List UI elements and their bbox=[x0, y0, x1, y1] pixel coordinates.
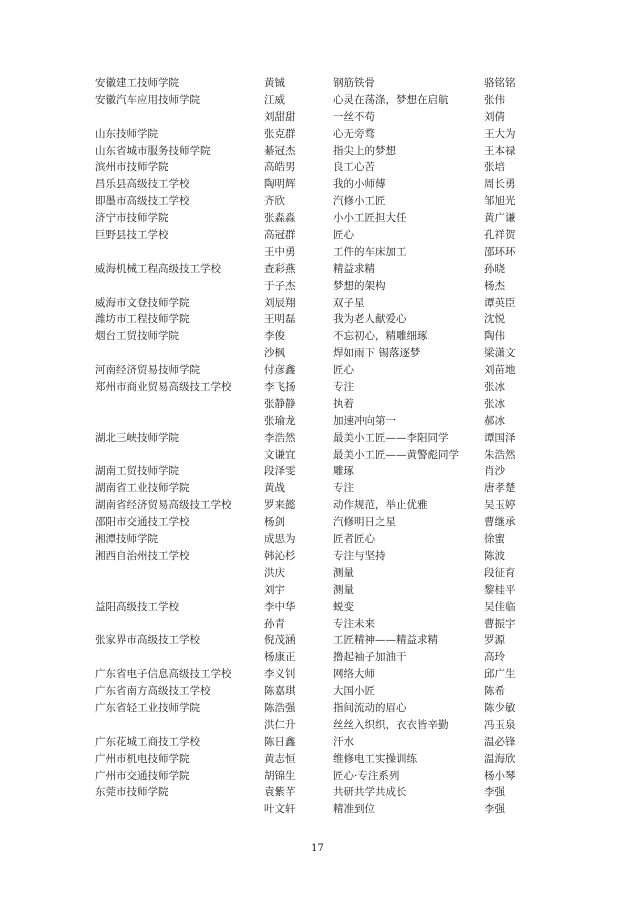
teacher-name: 张培 bbox=[484, 161, 505, 174]
school-name: 东莞市技师学院 bbox=[95, 786, 169, 799]
list-item bbox=[0, 75, 635, 92]
teacher-name: 张冰 bbox=[484, 381, 505, 394]
teacher-name: 黎桂平 bbox=[484, 583, 516, 596]
school-name: 潍坊市工程技师学院 bbox=[95, 313, 190, 326]
list-item bbox=[0, 261, 635, 278]
author-name: 刘甜甜 bbox=[264, 110, 296, 123]
school-name: 湖南工贸技师学院 bbox=[95, 465, 179, 478]
work-title: 指间流动的眉心 bbox=[333, 701, 407, 714]
work-title: 维修电工实操训练 bbox=[333, 752, 417, 765]
author-name: 黄志恒 bbox=[264, 752, 296, 765]
list-item bbox=[0, 565, 635, 582]
work-title: 梦想的架构 bbox=[333, 279, 386, 292]
list-item bbox=[0, 649, 635, 666]
work-title: 测量 bbox=[333, 566, 354, 579]
school-name: 巨野县技工学校 bbox=[95, 229, 169, 242]
list-item bbox=[0, 362, 635, 379]
school-name: 济宁市技师学院 bbox=[95, 212, 169, 225]
school-name: 安徽汽车应用技师学院 bbox=[95, 93, 200, 106]
school-name: 滨州市技师学院 bbox=[95, 161, 169, 174]
work-title: 指尖上的梦想 bbox=[333, 144, 396, 157]
work-title: 钢筋铁骨 bbox=[333, 77, 375, 89]
teacher-name: 孔祥贺 bbox=[484, 229, 516, 242]
author-name: 倪茂涵 bbox=[264, 634, 296, 647]
list-item bbox=[0, 768, 635, 785]
list-item bbox=[0, 480, 635, 497]
list-item bbox=[0, 210, 635, 227]
author-name: 黄铖 bbox=[264, 77, 285, 89]
author-name: 王中勇 bbox=[264, 245, 296, 258]
teacher-name: 徐蜜 bbox=[484, 533, 505, 546]
author-name: 罗来懿 bbox=[264, 499, 296, 512]
work-title: 我的小师傅 bbox=[333, 178, 386, 191]
teacher-name: 王大为 bbox=[484, 127, 516, 140]
work-title: 焊如雨下 锡落逐梦 bbox=[333, 347, 421, 360]
teacher-name: 杨杰 bbox=[484, 279, 505, 292]
list-item bbox=[0, 666, 635, 683]
school-name: 烟台工贸技师学院 bbox=[95, 330, 179, 343]
teacher-name: 李强 bbox=[484, 786, 505, 799]
author-name: 杨康正 bbox=[264, 651, 296, 664]
list-item bbox=[0, 751, 635, 768]
teacher-name: 梁潇文 bbox=[484, 347, 516, 360]
teacher-name: 冯玉泉 bbox=[484, 718, 516, 731]
author-name: 李浩然 bbox=[264, 431, 296, 444]
work-title: 匠心 bbox=[333, 364, 354, 377]
list-item bbox=[0, 683, 635, 700]
list-item bbox=[0, 345, 635, 362]
work-title: 共研共学共成长 bbox=[333, 786, 407, 799]
teacher-name: 周长勇 bbox=[484, 178, 516, 191]
teacher-name: 温必锋 bbox=[484, 735, 516, 748]
list-item bbox=[0, 126, 635, 143]
list-item bbox=[0, 430, 635, 447]
school-name: 广东花城工商技工学校 bbox=[95, 735, 200, 748]
school-name: 山东技师学院 bbox=[95, 127, 158, 140]
work-title: 汗水 bbox=[333, 735, 354, 748]
list-item bbox=[0, 582, 635, 599]
work-title: 大国小匠 bbox=[333, 685, 375, 698]
award-list bbox=[0, 75, 635, 818]
list-item bbox=[0, 734, 635, 751]
list-item bbox=[0, 379, 635, 396]
author-name: 高冠群 bbox=[264, 229, 296, 242]
teacher-name: 郝冰 bbox=[484, 414, 505, 427]
author-name: 陶明辉 bbox=[264, 178, 296, 191]
teacher-name: 吴佳临 bbox=[484, 600, 516, 613]
page-number: 17 bbox=[311, 843, 324, 854]
work-title: 工匠精神——精益求精 bbox=[333, 634, 438, 647]
school-name: 广东省轻工业技师学院 bbox=[95, 701, 200, 714]
school-name: 安徽建工技师学院 bbox=[95, 77, 179, 89]
work-title: 动作规范，举止优雅 bbox=[333, 499, 428, 512]
author-name: 张静静 bbox=[264, 397, 296, 410]
teacher-name: 曹继承 bbox=[484, 516, 516, 529]
school-name: 昌乐县高级技工学校 bbox=[95, 178, 190, 191]
teacher-name: 唐孝楚 bbox=[484, 482, 516, 495]
list-item bbox=[0, 514, 635, 531]
list-item bbox=[0, 396, 635, 413]
teacher-name: 王本禄 bbox=[484, 144, 516, 157]
school-name: 威海机械工程高级技工学校 bbox=[95, 262, 221, 275]
school-name: 湖北三峡技师学院 bbox=[95, 431, 179, 444]
work-title: 丝丝入织织，衣衣皆辛勤 bbox=[333, 718, 449, 731]
author-name: 查彩燕 bbox=[264, 262, 296, 275]
work-title: 专注 bbox=[333, 482, 354, 495]
author-name: 张淼淼 bbox=[264, 212, 296, 225]
list-item bbox=[0, 463, 635, 480]
list-item bbox=[0, 176, 635, 193]
school-name: 湖南省工业技师学院 bbox=[95, 482, 190, 495]
work-title: 匠心 bbox=[333, 229, 354, 242]
author-name: 齐欣 bbox=[264, 195, 285, 208]
teacher-name: 谭英臣 bbox=[484, 296, 516, 309]
author-name: 黄战 bbox=[264, 482, 285, 495]
author-name: 袁紫芊 bbox=[264, 786, 296, 799]
teacher-name: 孙晓 bbox=[484, 262, 505, 275]
list-item bbox=[0, 227, 635, 244]
school-name: 湘西自治州技工学校 bbox=[95, 549, 190, 562]
work-title: 匠者匠心 bbox=[333, 533, 375, 546]
list-item bbox=[0, 244, 635, 261]
author-name: 陈浩强 bbox=[264, 701, 296, 714]
list-item bbox=[0, 92, 635, 109]
author-name: 陈嘉琪 bbox=[264, 685, 296, 698]
teacher-name: 邵环环 bbox=[484, 245, 516, 258]
school-name: 湘潭技师学院 bbox=[95, 533, 158, 546]
teacher-name: 温海欣 bbox=[484, 752, 516, 765]
author-name: 张克群 bbox=[264, 127, 296, 140]
teacher-name: 杨小琴 bbox=[484, 769, 516, 782]
list-item bbox=[0, 801, 635, 818]
work-title: 网络大师 bbox=[333, 668, 375, 681]
teacher-name: 曹振宇 bbox=[484, 617, 516, 630]
teacher-name: 陈波 bbox=[484, 549, 505, 562]
list-item bbox=[0, 717, 635, 734]
work-title: 心灵在荡涤，梦想在启航 bbox=[333, 93, 449, 106]
author-name: 洪庆 bbox=[264, 566, 285, 579]
teacher-name: 罗源 bbox=[484, 634, 505, 647]
work-title: 加速冲向第一 bbox=[333, 414, 396, 427]
teacher-name: 肖沙 bbox=[484, 465, 505, 478]
list-item bbox=[0, 109, 635, 126]
school-name: 郑州市商业贸易高级技工学校 bbox=[95, 381, 232, 394]
work-title: 蜕变 bbox=[333, 600, 354, 613]
school-name: 广东省南方高级技工学校 bbox=[95, 685, 211, 698]
teacher-name: 谭国泽 bbox=[484, 431, 516, 444]
school-name: 广州市机电技师学院 bbox=[95, 752, 190, 765]
teacher-name: 陈希 bbox=[484, 685, 505, 698]
list-item bbox=[0, 159, 635, 176]
list-item bbox=[0, 616, 635, 633]
school-name: 邵阳市交通技工学校 bbox=[95, 516, 190, 529]
teacher-name: 刘倩 bbox=[484, 110, 505, 123]
teacher-name: 张冰 bbox=[484, 397, 505, 410]
school-name: 威海市文登技师学院 bbox=[95, 296, 190, 309]
list-item bbox=[0, 497, 635, 514]
list-item bbox=[0, 413, 635, 430]
author-name: 杨剑 bbox=[264, 516, 285, 529]
author-name: 叶文轩 bbox=[264, 803, 296, 816]
school-name: 张家界市高级技工学校 bbox=[95, 634, 200, 647]
work-title: 一丝不苟 bbox=[333, 110, 375, 123]
list-item bbox=[0, 548, 635, 565]
work-title: 专注 bbox=[333, 381, 354, 394]
teacher-name: 李强 bbox=[484, 803, 505, 816]
teacher-name: 邱广生 bbox=[484, 668, 516, 681]
list-item bbox=[0, 278, 635, 295]
teacher-name: 陶伟 bbox=[484, 330, 505, 343]
work-title: 最美小工匠——李阳同学 bbox=[333, 431, 449, 444]
list-item bbox=[0, 193, 635, 210]
work-title: 工件的车床加工 bbox=[333, 245, 407, 258]
work-title: 精准到位 bbox=[333, 803, 375, 816]
work-title: 最美小工匠——黄警彪同学 bbox=[333, 448, 459, 461]
work-title: 我为老人献爱心 bbox=[333, 313, 407, 326]
author-name: 韩沁杉 bbox=[264, 549, 296, 562]
teacher-name: 沈悦 bbox=[484, 313, 505, 326]
author-name: 江威 bbox=[264, 93, 285, 106]
teacher-name: 邹旭光 bbox=[484, 195, 516, 208]
author-name: 王明磊 bbox=[264, 313, 296, 326]
author-name: 李中华 bbox=[264, 600, 296, 613]
author-name: 陈日鑫 bbox=[264, 735, 296, 748]
author-name: 胡锦生 bbox=[264, 769, 296, 782]
work-title: 小小工匠担大任 bbox=[333, 212, 407, 225]
school-name: 湖南省经济贸易高级技工学校 bbox=[95, 499, 232, 512]
work-title: 汽修明日之星 bbox=[333, 516, 396, 529]
work-title: 撸起袖子加油干 bbox=[333, 651, 407, 664]
teacher-name: 骆铭铭 bbox=[484, 77, 516, 89]
teacher-name: 高玲 bbox=[484, 651, 505, 664]
work-title: 匠心·专注系列 bbox=[333, 769, 400, 782]
work-title: 执着 bbox=[333, 397, 354, 410]
work-title: 双子星 bbox=[333, 296, 365, 309]
author-name: 于子杰 bbox=[264, 279, 296, 292]
author-name: 刘宇 bbox=[264, 583, 285, 596]
author-name: 李义钊 bbox=[264, 668, 296, 681]
work-title: 良工心苦 bbox=[333, 161, 375, 174]
list-item bbox=[0, 311, 635, 328]
school-name: 广州市交通技师学院 bbox=[95, 769, 190, 782]
author-name: 沙枫 bbox=[264, 347, 285, 360]
author-name: 孙青 bbox=[264, 617, 285, 630]
list-item bbox=[0, 632, 635, 649]
list-item bbox=[0, 531, 635, 548]
work-title: 不忘初心，精雕细琢 bbox=[333, 330, 428, 343]
school-name: 山东省城市服务技师学院 bbox=[95, 144, 211, 157]
work-title: 专注与坚持 bbox=[333, 549, 386, 562]
list-item bbox=[0, 447, 635, 464]
work-title: 心无旁骛 bbox=[333, 127, 375, 140]
list-item bbox=[0, 599, 635, 616]
author-name: 綦冠杰 bbox=[264, 144, 296, 157]
teacher-name: 段征育 bbox=[484, 566, 516, 579]
work-title: 汽修小工匠 bbox=[333, 195, 386, 208]
school-name: 益阳高级技工学校 bbox=[95, 600, 179, 613]
school-name: 即墨市高级技工学校 bbox=[95, 195, 190, 208]
author-name: 段泽雯 bbox=[264, 465, 296, 478]
list-item bbox=[0, 328, 635, 345]
teacher-name: 刘苗地 bbox=[484, 364, 516, 377]
author-name: 高皓男 bbox=[264, 161, 296, 174]
list-item bbox=[0, 700, 635, 717]
teacher-name: 黄广谦 bbox=[484, 212, 516, 225]
teacher-name: 陈少敏 bbox=[484, 701, 516, 714]
author-name: 洪仁升 bbox=[264, 718, 296, 731]
author-name: 张瑜龙 bbox=[264, 414, 296, 427]
author-name: 李飞扬 bbox=[264, 381, 296, 394]
list-item bbox=[0, 295, 635, 312]
teacher-name: 张伟 bbox=[484, 93, 505, 106]
author-name: 付彦鑫 bbox=[264, 364, 296, 377]
author-name: 文谦宜 bbox=[264, 448, 296, 461]
work-title: 精益求精 bbox=[333, 262, 375, 275]
author-name: 刘辰翔 bbox=[264, 296, 296, 309]
school-name: 广东省电子信息高级技工学校 bbox=[95, 668, 232, 681]
work-title: 测量 bbox=[333, 583, 354, 596]
author-name: 成思为 bbox=[264, 533, 296, 546]
list-item bbox=[0, 143, 635, 160]
teacher-name: 朱浩然 bbox=[484, 448, 516, 461]
work-title: 专注未来 bbox=[333, 617, 375, 630]
author-name: 李俊 bbox=[264, 330, 285, 343]
list-item bbox=[0, 784, 635, 801]
school-name: 河南经济贸易技师学院 bbox=[95, 364, 200, 377]
teacher-name: 吴玉婷 bbox=[484, 499, 516, 512]
work-title: 雕琢 bbox=[333, 465, 354, 478]
